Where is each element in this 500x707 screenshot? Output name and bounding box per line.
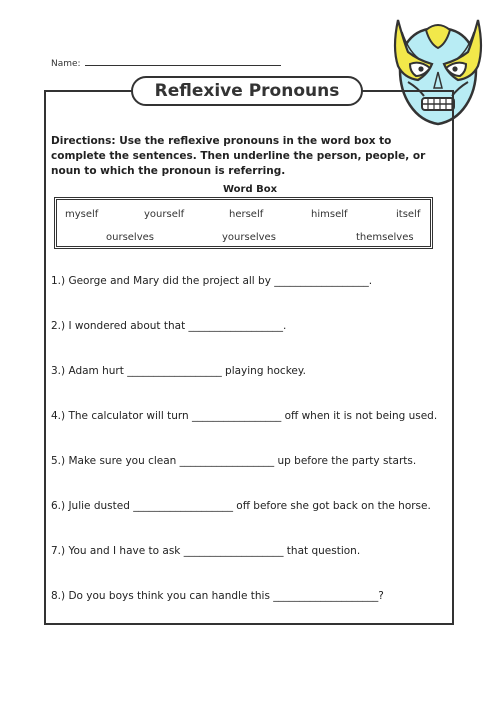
word-box-item: ourselves: [106, 232, 154, 243]
question-1[interactable]: 1.) George and Mary did the project all by __________________.: [51, 275, 373, 287]
word-box-item: herself: [229, 209, 264, 220]
name-blank[interactable]: [85, 57, 281, 66]
word-box-title: Word Box: [222, 184, 278, 195]
question-3[interactable]: 3.) Adam hurt __________________ playing hockey.: [51, 365, 306, 377]
directions-text: Directions: Use the reflexive pronouns in the word box to complete the sentences. Then underline the person, people, or noun to which the pronoun is referring.: [51, 135, 426, 177]
question-6[interactable]: 6.) Julie dusted ___________________ off before she got back on the horse.: [51, 500, 431, 512]
word-box-item: himself: [311, 209, 348, 220]
word-box: [54, 197, 433, 249]
name-label: Name:: [51, 59, 81, 69]
question-4[interactable]: 4.) The calculator will turn _________________ off when it is not being used.: [51, 410, 438, 422]
name-field-line: [51, 57, 281, 69]
word-box-item: yourselves: [222, 232, 276, 243]
word-box-item: myself: [65, 209, 99, 220]
question-5[interactable]: 5.) Make sure you clean __________________ up before the party starts.: [51, 455, 417, 467]
word-box-item: themselves: [356, 232, 414, 243]
worksheet-title: Reflexive Pronouns: [131, 76, 363, 106]
word-box-item: itself: [396, 209, 421, 220]
question-7[interactable]: 7.) You and I have to ask ___________________ that question.: [51, 545, 361, 557]
question-2[interactable]: 2.) I wondered about that __________________.: [51, 320, 287, 332]
question-8[interactable]: 8.) Do you boys think you can handle this ____________________?: [51, 590, 384, 602]
word-box-item: yourself: [144, 209, 185, 220]
